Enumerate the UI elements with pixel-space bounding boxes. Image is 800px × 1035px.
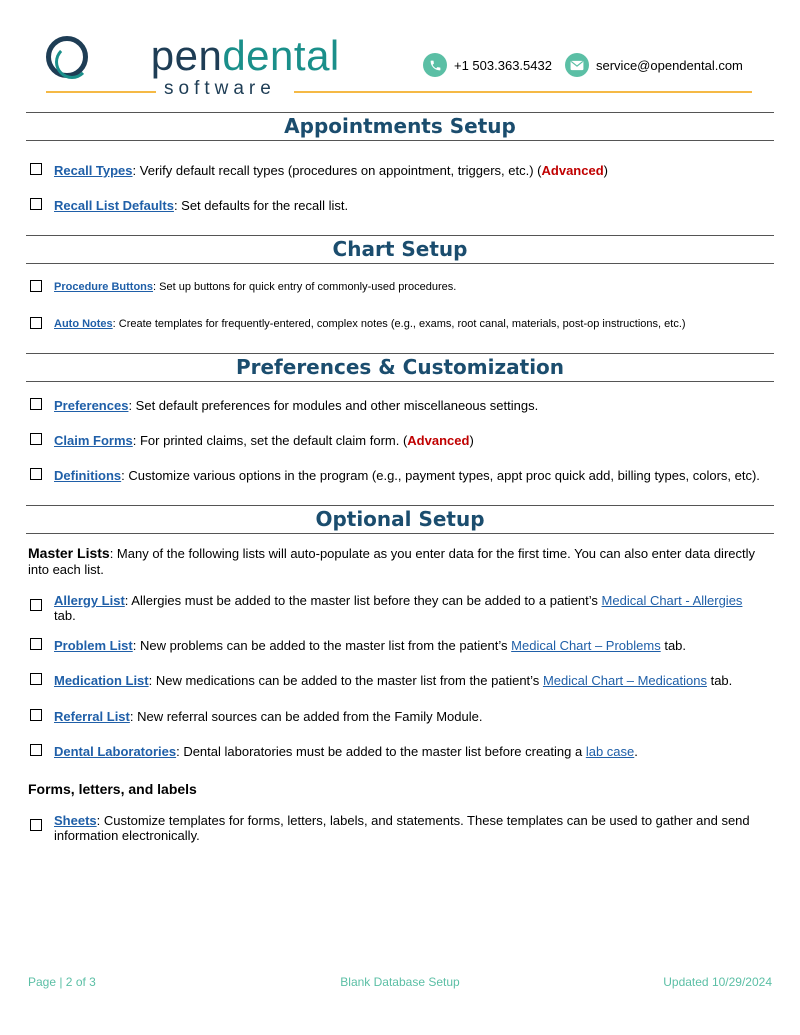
footer-updated-date: Updated 10/29/2024 (663, 975, 772, 989)
section-title-appointments: Appointments Setup (26, 112, 774, 141)
checkbox[interactable] (30, 709, 42, 721)
checklist-item-dental-laboratories: Dental Laboratories: Dental laboratories must be added to the master list before creating a lab case. (30, 744, 775, 759)
checkbox[interactable] (30, 744, 42, 756)
logo-dental: dental (222, 32, 340, 79)
checkbox[interactable] (30, 280, 42, 292)
link-medical-chart-allergies[interactable]: Medical Chart - Allergies (601, 593, 743, 608)
checkbox[interactable] (30, 198, 42, 210)
forms-heading: Forms, letters, and labels (28, 781, 197, 797)
checkbox[interactable] (30, 599, 42, 611)
link-problem-list[interactable]: Problem List (54, 638, 133, 653)
logo-wordmark (84, 29, 340, 83)
link-referral-list[interactable]: Referral List (54, 709, 130, 724)
checkbox[interactable] (30, 638, 42, 650)
checkbox[interactable] (30, 468, 42, 480)
link-recall-list-defaults[interactable]: Recall List Defaults (54, 198, 174, 213)
checkbox[interactable] (30, 673, 42, 685)
section-title-preferences: Preferences & Customization (26, 353, 774, 382)
link-recall-types[interactable]: Recall Types (54, 163, 133, 178)
link-preferences[interactable]: Preferences (54, 398, 129, 413)
advanced-label: Advanced (541, 163, 604, 178)
link-sheets[interactable]: Sheets (54, 813, 97, 828)
checklist-item-auto-notes: Auto Notes: Create templates for frequently-entered, complex notes (e.g., exams, root canal, materials, post-op instructions, etc.) (30, 317, 775, 332)
checklist-item-recall-list-defaults: Recall List Defaults: Set defaults for the recall list. (30, 198, 775, 213)
link-procedure-buttons[interactable]: Procedure Buttons (54, 281, 154, 293)
checklist-item-preferences: Preferences: Set default preferences for modules and other miscellaneous settings. (30, 398, 775, 413)
envelope-icon (565, 53, 589, 77)
link-medication-list[interactable]: Medication List (54, 673, 149, 688)
phone-contact (423, 53, 552, 77)
header-rule-right (294, 91, 752, 93)
link-definitions[interactable]: Definitions (54, 468, 122, 483)
link-medical-chart-problems[interactable]: Medical Chart – Problems (511, 638, 661, 653)
checkbox[interactable] (30, 163, 42, 175)
checklist-item-claim-forms: Claim Forms: For printed claims, set the default claim form. (Advanced) (30, 433, 775, 448)
link-dental-laboratories[interactable]: Dental Laboratories (54, 744, 177, 759)
checklist-item-sheets: Sheets: Customize templates for forms, letters, labels, and statements. These templates can be used to gather and send information electronically. (30, 813, 775, 843)
checkbox[interactable] (30, 819, 42, 831)
logo-open (46, 32, 151, 79)
section-title-chart: Chart Setup (26, 235, 774, 264)
footer-document-title: Blank Database Setup (340, 975, 460, 989)
link-auto-notes[interactable]: Auto Notes (54, 318, 113, 330)
link-allergy-list[interactable]: Allergy List (54, 593, 125, 608)
logo-pen: pen (150, 32, 223, 79)
checkbox[interactable] (30, 398, 42, 410)
advanced-label: Advanced (407, 433, 470, 448)
checkbox[interactable] (30, 317, 42, 329)
logo-software: software (164, 78, 276, 99)
checklist-item-definitions: Definitions: Customize various options in the program (e.g., payment types, appt proc quick add, billing types, colors, etc). (30, 468, 775, 483)
link-lab-case[interactable]: lab case (585, 744, 635, 759)
opendental-logo (46, 32, 340, 99)
email-address: service@opendental.com (596, 57, 743, 73)
link-claim-forms[interactable]: Claim Forms (54, 433, 133, 448)
checklist-item-problem-list: Problem List: New problems can be added to the master list from the patient’s Medical Chart – Problems tab. (30, 638, 775, 653)
master-lists-intro: Master Lists: Many of the following lists will auto-populate as you enter data for the first time. You can also enter data directly into each list. (28, 545, 755, 577)
email-contact (565, 53, 743, 77)
checklist-item-procedure-buttons: Procedure Buttons: Set up buttons for quick entry of commonly-used procedures. (30, 280, 775, 295)
link-medical-chart-medications[interactable]: Medical Chart – Medications (542, 673, 707, 688)
header-rule-left (46, 91, 156, 93)
checklist-item-recall-types: Recall Types: Verify default recall types (procedures on appointment, triggers, etc.) (Advanced) (30, 163, 775, 178)
phone-number: +1 503.363.5432 (454, 57, 552, 73)
checklist-item-medication-list: Medication List: New medications can be added to the master list from the patient’s Medical Chart – Medications tab. (30, 673, 775, 688)
checkbox[interactable] (30, 433, 42, 445)
master-lists-label: Master Lists (28, 545, 110, 561)
section-title-optional: Optional Setup (26, 505, 774, 534)
phone-icon (423, 53, 447, 77)
checklist-item-allergy-list: Allergy List: Allergies must be added to the master list before they can be added to a patient’s Medical Chart - Allergies tab. (30, 593, 775, 623)
footer-page-number: Page | 2 of 3 (28, 975, 96, 989)
checklist-item-referral-list: Referral List: New referral sources can be added from the Family Module. (30, 709, 775, 724)
